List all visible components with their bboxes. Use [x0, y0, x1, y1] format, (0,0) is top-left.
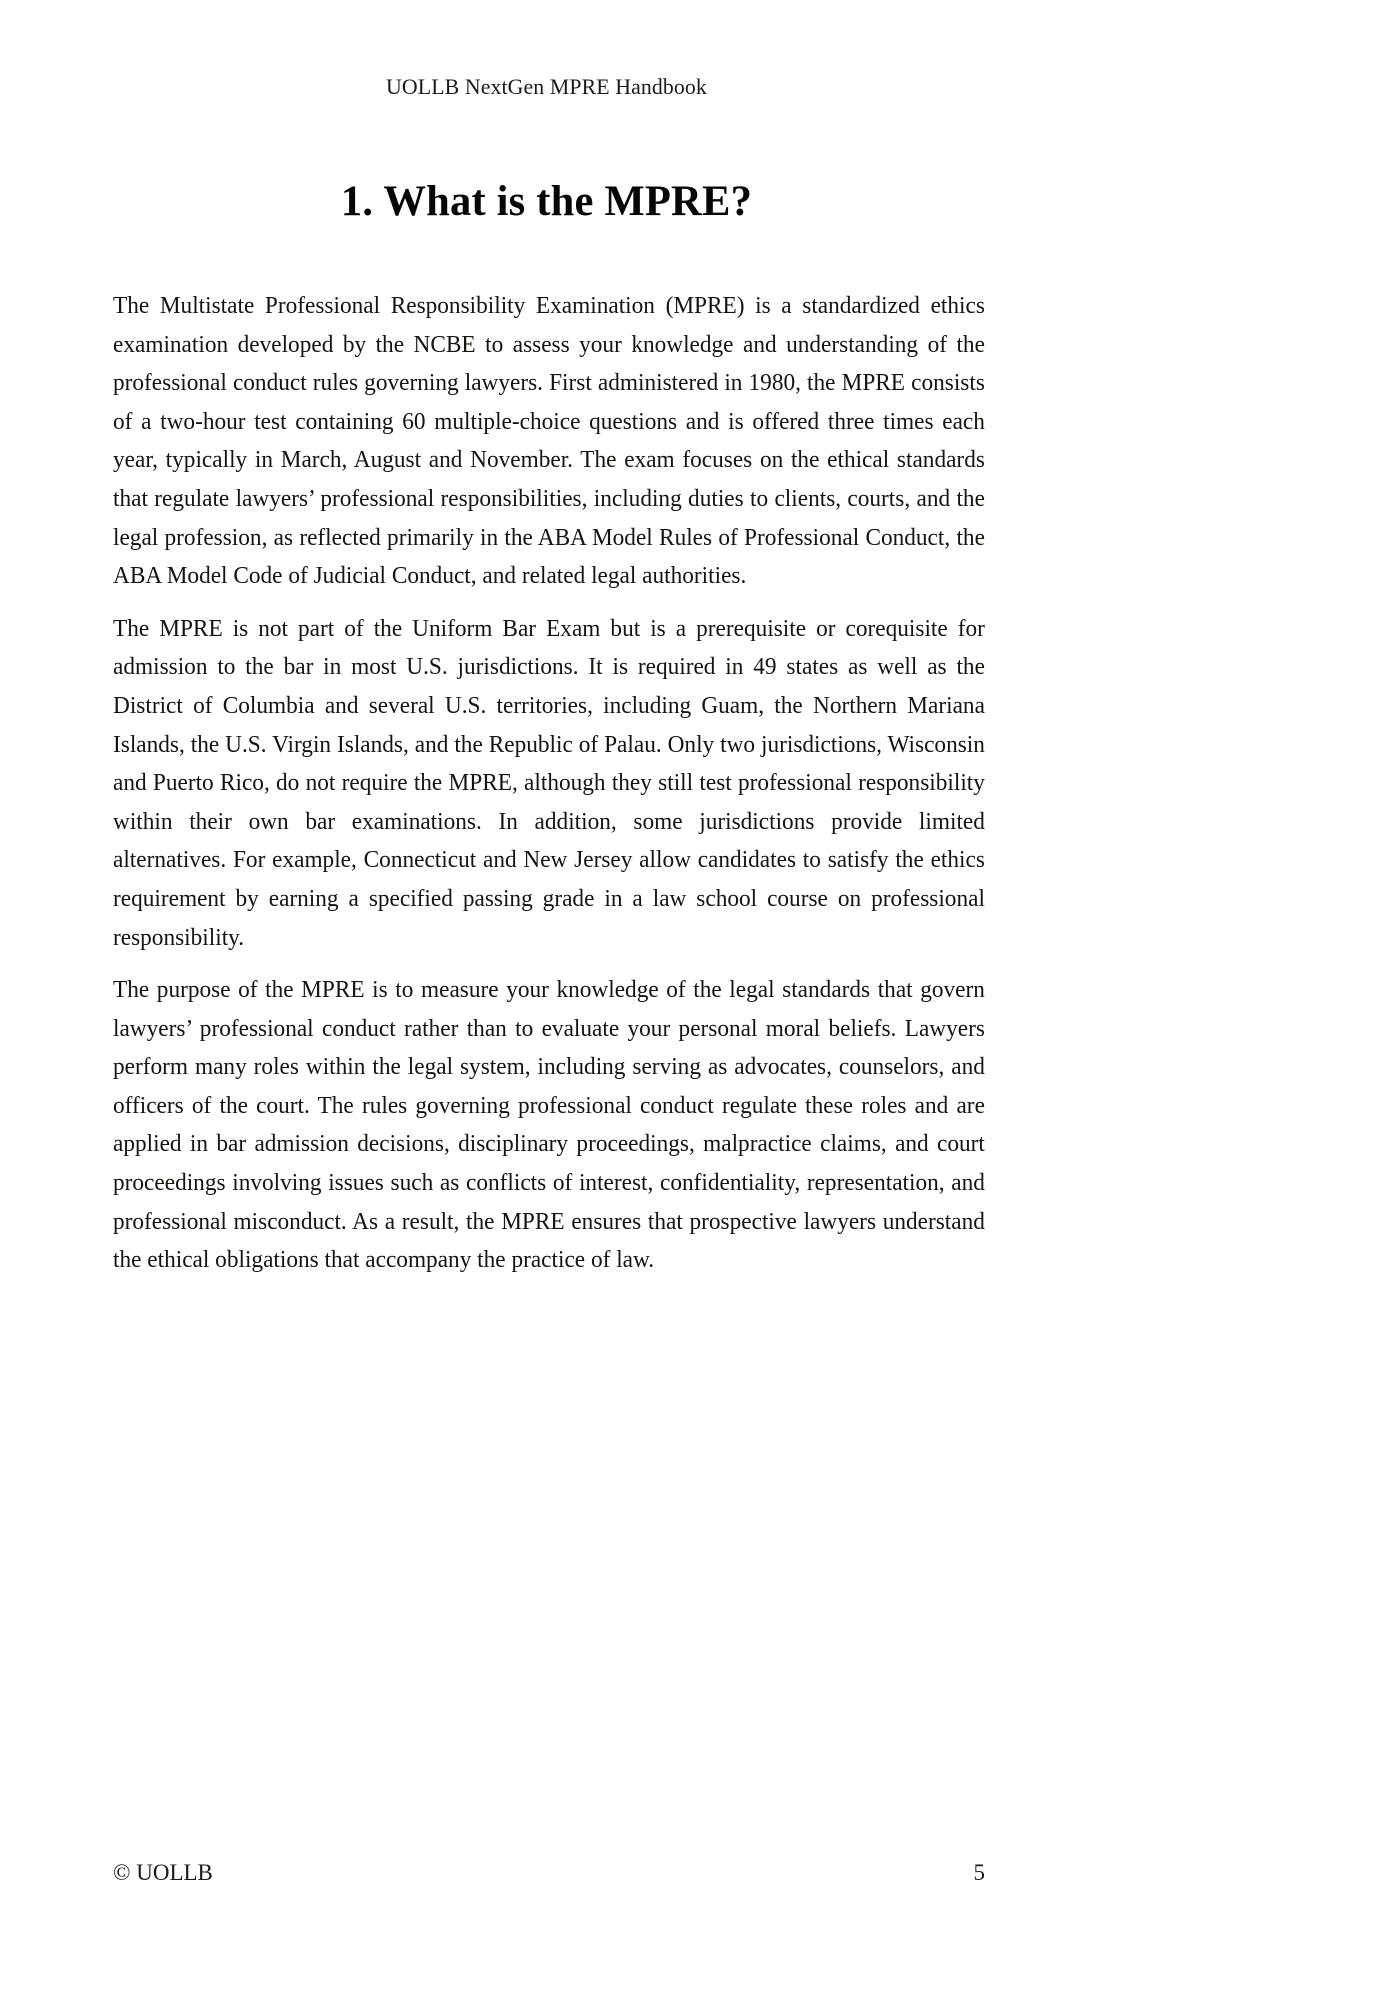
footer-page-number: 5 — [973, 1860, 985, 1885]
page-footer — [113, 1860, 985, 1886]
paragraph: The MPRE is not part of the Uniform Bar Exam but is a prerequisite or corequisite for admission to the bar in most U.S. jurisdictions. It is required in 49 states as well as the District of Columbia and several U.S. territories, including Guam, the Northern Mariana Islands, the U.S. Virgin Islands, and the Republic of Palau. Only two jurisdictions, Wisconsin and Puerto Rico, do not require the MPRE, although they still test professional responsibility within their own bar examinations. In addition, some jurisdictions provide limited alternatives. For example, Connecticut and New Jersey allow candidates to satisfy the ethics requirement by earning a specified passing grade in a law school course on professional responsibility. — [113, 614, 985, 951]
footer-copyright: © UOLLB — [113, 1860, 213, 1885]
running-header: UOLLB NextGen MPRE Handbook — [386, 74, 707, 99]
body-text-column — [113, 287, 985, 1280]
paragraph: The purpose of the MPRE is to measure your knowledge of the legal standards that govern lawyers’ professional conduct rather than to evaluate your personal moral beliefs. Lawyers perform many roles within the legal system, including serving as advocates, counselors, and officers of the court. The rules governing professional conduct regulate these roles and are applied in bar admission decisions, disciplinary proceedings, malpractice claims, and court proceedings involving issues such as conflicts of interest, confidentiality, representation, and professional misconduct. As a result, the MPRE ensures that prospective lawyers understand the ethical obligations that accompany the practice of law. — [113, 976, 985, 1274]
paragraph: The Multistate Professional Responsibility Examination (MPRE) is a standardized ethics examination developed by the NCBE to assess your knowledge and understanding of the professional conduct rules governing lawyers. First administered in 1980, the MPRE consists of a two-hour test containing 60 multiple-choice questions and is offered three times each year, typically in March, August and November. The exam focuses on the ethical standards that regulate lawyers’ professional responsibilities, including duties to clients, courts, and the legal profession, as reflected primarily in the ABA Model Rules of Professional Conduct, the ABA Model Code of Judicial Conduct, and related legal authorities. — [113, 292, 985, 590]
chapter-title: 1. What is the MPRE? — [340, 177, 753, 225]
